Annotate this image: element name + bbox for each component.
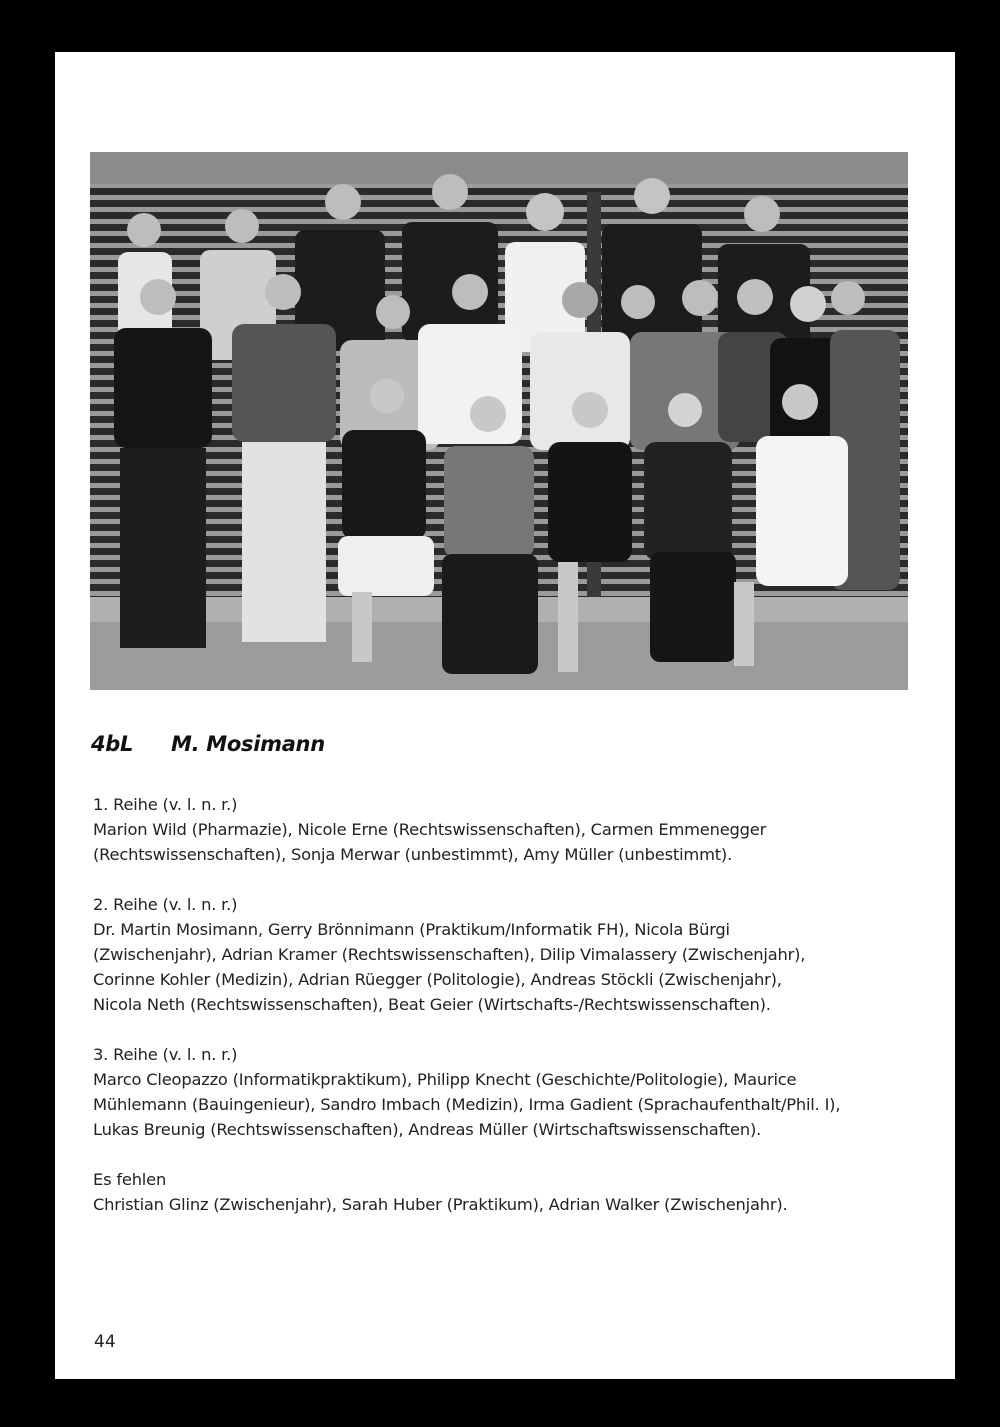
page-number: 44 — [94, 1332, 116, 1352]
row-line: Marco Cleopazzo (Informatikpraktikum), Philipp Knecht (Geschichte/Politologie), Maurice — [93, 1070, 797, 1089]
row-line: Mühlemann (Bauingenieur), Sandro Imbach (Medizin), Irma Gadient (Sprachaufenthalt/Phil. I), — [93, 1095, 841, 1114]
row-line: Lukas Breunig (Rechtswissenschaften), Andreas Müller (Wirtschaftswissenschaften). — [93, 1120, 762, 1139]
row-block-3 — [93, 1042, 933, 1142]
row-line: Corinne Kohler (Medizin), Adrian Rüegger (Politologie), Andreas Stöckli (Zwischenjahr), — [93, 970, 782, 989]
row-title: 1. Reihe (v. l. n. r.) — [93, 795, 238, 814]
row-line: (Rechtswissenschaften), Sonja Merwar (unbestimmt), Amy Müller (unbestimmt). — [93, 845, 733, 864]
absent-title: Es fehlen — [93, 1170, 167, 1189]
row-line: Nicola Neth (Rechtswissenschaften), Beat Geier (Wirtschafts-/Rechtswissenschaften). — [93, 995, 771, 1014]
row-line: Dr. Martin Mosimann, Gerry Brönnimann (Praktikum/Informatik FH), Nicola Bürgi — [93, 920, 730, 939]
class-code: 4bL — [91, 732, 134, 756]
document-page — [55, 52, 955, 1379]
class-heading — [91, 732, 325, 756]
row-block-1 — [93, 792, 933, 867]
row-block-2 — [93, 892, 933, 1017]
teacher-name: M. Mosimann — [171, 732, 325, 756]
class-group-photo-illustration — [90, 152, 908, 690]
row-title: 2. Reihe (v. l. n. r.) — [93, 895, 238, 914]
row-line: Marion Wild (Pharmazie), Nicole Erne (Rechtswissenschaften), Carmen Emmenegger — [93, 820, 767, 839]
row-title: 3. Reihe (v. l. n. r.) — [93, 1045, 238, 1064]
row-line: (Zwischenjahr), Adrian Kramer (Rechtswissenschaften), Dilip Vimalassery (Zwischenjahr), — [93, 945, 806, 964]
absent-line: Christian Glinz (Zwischenjahr), Sarah Huber (Praktikum), Adrian Walker (Zwischenjahr). — [93, 1195, 788, 1214]
caption-text — [93, 792, 933, 1242]
absent-block — [93, 1167, 933, 1217]
class-group-photo — [90, 152, 908, 690]
